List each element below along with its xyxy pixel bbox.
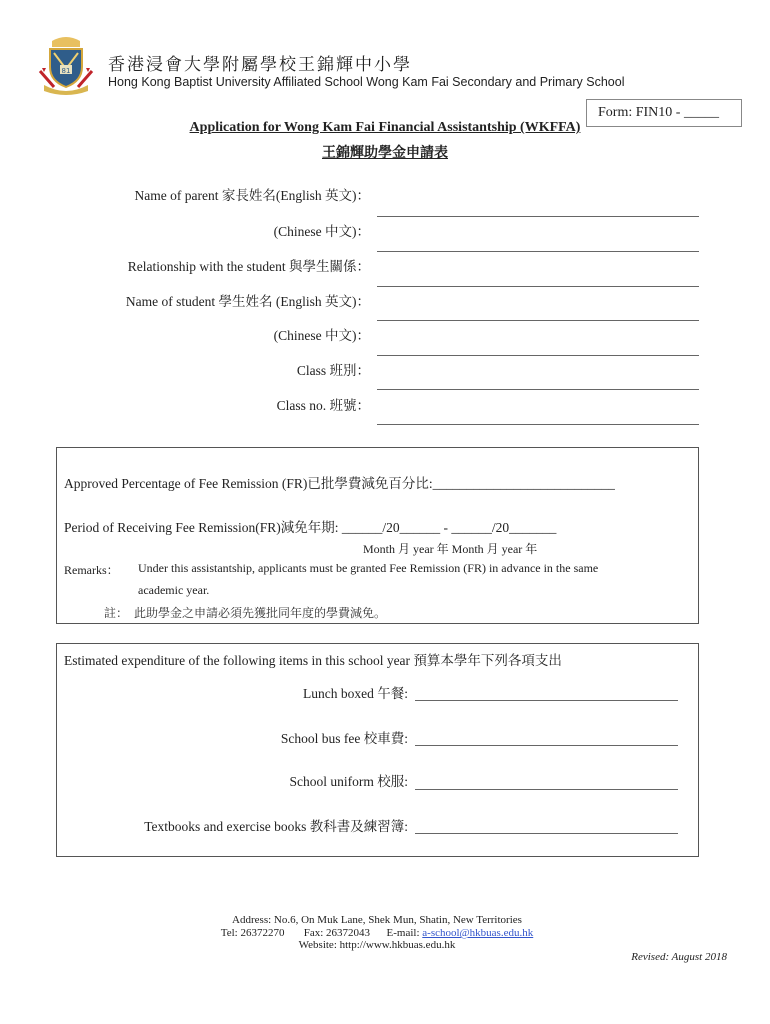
parent-name-zh-field[interactable] [377,251,699,252]
footer-tel: Tel: 26372270 [220,927,285,939]
approved-percentage-field[interactable]: Approved Percentage of Fee Remission (FR)已批學費減免百分比:___________________________ [64,476,615,491]
student-name-zh-field[interactable] [377,355,699,356]
footer-contact [0,927,762,939]
school-bus-label: School bus fee 校車費: [280,731,408,746]
lunch-field[interactable] [415,700,678,701]
school-crest-icon [38,35,94,97]
footer-website: Website: http://www.hkbuas.edu.hk [298,939,456,951]
parent-name-zh-label: (Chinese 中文)： [273,224,370,239]
class-field[interactable] [377,389,699,390]
lunch-label: Lunch boxed 午餐: [303,686,408,701]
form-title-en: Application for Wong Kam Fai Financial Assistantship (WKFFA) [189,120,581,135]
period-hint: Month 月 year 年 Month 月 year 年 [363,542,538,556]
relationship-label: Relationship with the student 與學生關係： [127,259,370,274]
note-label: 註： [104,606,129,620]
parent-name-en-label: Name of parent 家長姓名(English 英文)： [134,188,370,203]
remarks-label: Remarks： [64,563,119,577]
textbooks-label: Textbooks and exercise books 教科書及練習簿: [144,819,408,834]
footer-fax: Fax: 26372043 [303,927,371,939]
uniform-label: School uniform 校服: [289,774,408,789]
footer-address: Address: No.6, On Muk Lane, Shek Mun, Shatin, New Territories [232,914,522,926]
uniform-field[interactable] [415,789,678,790]
remarks-text: Under this assistantship, applicants must be granted Fee Remission (FR) in advance in the same [138,561,599,575]
footer-email-link[interactable]: a-school@hkbuas.edu.hk [422,927,534,939]
student-name-en-label: Name of student 學生姓名 (English 英文)： [125,294,370,309]
note-text: 此助學金之申請必須先獲批同年度的學費減免。 [134,606,387,620]
school-name-en: Hong Kong Baptist University Affiliated School Wong Kam Fai Secondary and Primary School [108,75,625,89]
class-label: Class 班別： [296,363,370,378]
form-code-box: Form: FIN10 - _____ [586,99,742,127]
svg-text:81: 81 [61,67,71,75]
school-name-zh: 香港浸會大學附屬學校王錦輝中小學 [108,55,412,75]
relationship-field[interactable] [377,286,699,287]
remission-period-field[interactable]: Period of Receiving Fee Remission(FR)減免年期: ______/20______ - ______/20_______ [64,520,557,535]
parent-name-en-field[interactable] [377,216,699,217]
class-no-label: Class no. 班號： [276,398,370,413]
form-title-zh: 王錦輝助學金申請表 [322,145,448,161]
class-no-field[interactable] [377,424,699,425]
remarks-text-2: academic year. [138,583,210,597]
revised-date: Revised: August 2018 [631,951,727,963]
expenditure-heading: Estimated expenditure of the following items in this school year 預算本學年下列各項支出 [64,653,562,668]
student-name-zh-label: (Chinese 中文)： [273,328,370,343]
school-bus-field[interactable] [415,745,678,746]
footer-email-label: E-mail: [386,927,420,939]
textbooks-field[interactable] [415,833,678,834]
student-name-en-field[interactable] [377,320,699,321]
